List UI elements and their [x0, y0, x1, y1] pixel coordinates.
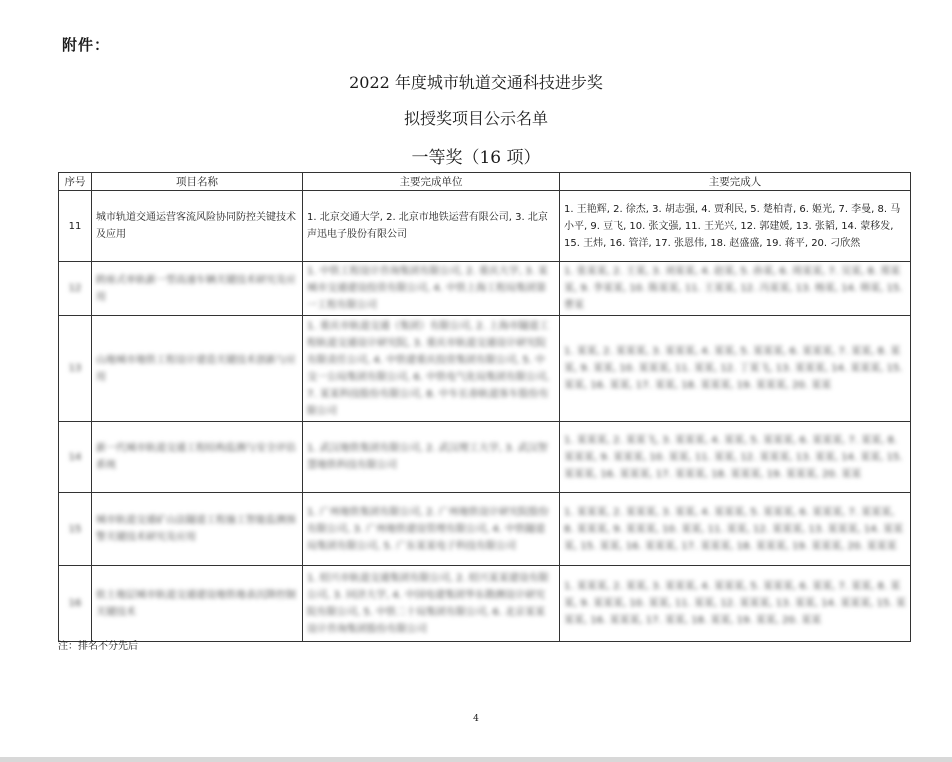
header-index: 序号 [59, 173, 92, 191]
table-row [59, 566, 911, 642]
row-people: 1. 某某, 2. 某某某, 3. 某某某, 4. 某某, 5. 某某某, 6. 某某某, 7. 某某, 8. 某某, 9. 某某, 10. 某某某, 11. 某某, 12. 丁某飞, 13. 某某某, 14. 某某某, 15. 某某, 16. 某某, 17. 某某, 18. 某某某, 19. 某某某, 20. 某某 [560, 316, 911, 422]
page-number: 4 [473, 714, 479, 724]
row-index: 14 [59, 422, 92, 493]
row-people: 1. 王艳辉, 2. 徐杰, 3. 胡志强, 4. 贾利民, 5. 楚柏青, 6. 姬光, 7. 李曼, 8. 马小平, 9. 豆飞, 10. 张文强, 11. 王光兴, 12. 郭建媛, 13. 张韬, 14. 蒙移发, 15. 王炜, 16. 管洋, 17. 张恩伟, 18. 赵盛盛, 19. 蒋平, 20. 刁欣然 [560, 191, 911, 262]
award-list-table [58, 172, 911, 642]
row-project: 山地城市地铁工程设计建造关键技术创新与应用 [92, 316, 303, 422]
table-row [59, 262, 911, 316]
row-units: 1. 北京交通大学, 2. 北京市地铁运营有限公司, 3. 北京声迅电子股份有限公司 [303, 191, 560, 262]
attachment-label: 附件： [62, 36, 111, 54]
ranking-note: 注：排名不分先后 [58, 641, 138, 652]
header-people: 主要完成人 [560, 173, 911, 191]
row-people: 1. 某某某, 2. 某某飞, 3. 某某某, 4. 某某, 5. 某某某, 6. 某某某, 7. 某某, 8. 某某某, 9. 某某某, 10. 某某, 11. 某某, 12. 某某某, 13. 某某, 14. 某某, 15. 某某某, 16. 某某某, 17. 某某某, 18. 某某某, 19. 某某某, 20. 某某 [560, 422, 911, 493]
row-units: 1. 绍兴市轨道交通集团有限公司, 2. 绍兴某某建设有限公司, 3. 同济大学, 4. 中国电建集团华东勘测设计研究院有限公司, 5. 中铁二十局集团有限公司, 6. 北京某某设计咨询集团股份有限公司 [303, 566, 560, 642]
row-project: 城市轨道交通矿山法隧道工程施工智能监测预警关键技术研究及应用 [92, 493, 303, 566]
header-units: 主要完成单位 [303, 173, 560, 191]
row-people: 1. 某某某, 2. 某某某, 3. 某某, 4. 某某某, 5. 某某某, 6. 某某某, 7. 某某某, 8. 某某某, 9. 某某某, 10. 某某, 11. 某某, 12. 某某某, 13. 某某某, 14. 某某某, 15. 某某, 16. 某某某, 17. 某某某, 18. 某某某, 19. 某某某, 20. 某某某 [560, 493, 911, 566]
document-title: 2022 年度城市轨道交通科技进步奖 [349, 73, 603, 92]
row-units: 1. 广州地铁集团有限公司, 2. 广州地铁设计研究院股份有限公司, 3. 广州地铁建设管理有限公司, 4. 中铁隧道局集团有限公司, 5. 广东某某电子科技有限公司 [303, 493, 560, 566]
row-people: 1. 张某某, 2. 王某, 3. 刘某某, 4. 赵某, 5. 孙某, 6. 周某某, 7. 吴某, 8. 郑某某, 9. 李某某, 10. 陈某某, 11. 王某某, 12. 冯某某, 13. 杨某, 14. 韩某, 15. 曹某 [560, 262, 911, 316]
scan-edge-divider [0, 757, 952, 762]
award-grade-heading: 一等奖（16 项） [411, 148, 541, 168]
table-row [59, 191, 911, 262]
row-units: 1. 中铁工程设计咨询集团有限公司, 2. 重庆大学, 3. 某城市交通建设投资有限公司, 4. 中铁上海工程局集团第一工程有限公司 [303, 262, 560, 316]
table-row [59, 493, 911, 566]
header-project: 项目名称 [92, 173, 303, 191]
table-row [59, 422, 911, 493]
row-index: 11 [59, 191, 92, 262]
row-project: 城市轨道交通运营客流风险协同防控关键技术及应用 [92, 191, 303, 262]
row-people: 1. 某某某, 2. 某某, 3. 某某某, 4. 某某某, 5. 某某某, 6. 某某, 7. 某某, 8. 某某, 9. 某某某, 10. 某某, 11. 某某, 12. 某某某, 13. 某某, 14. 某某某, 15. 某某某, 16. 某某某, 17. 某某, 18. 某某, 19. 某某, 20. 某某 [560, 566, 911, 642]
row-index: 16 [59, 566, 92, 642]
row-project: 跨座式单轨新一型高速车辆关键技术研究及应用 [92, 262, 303, 316]
row-units: 1. 重庆市轨道交通（集团）有限公司, 2. 上海市隧道工程轨道交通设计研究院, 3. 重庆市轨道交通设计研究院有限责任公司, 4. 中铁建重庆投资集团有限公司, 5. 中交一公局集团有限公司, 6. 中铁电气化局集团有限公司, 7. 某某科技股份有限公司, 8. 中车长春轨道客车股份有限公司 [303, 316, 560, 422]
row-index: 15 [59, 493, 92, 566]
row-units: 1. 武汉地铁集团有限公司, 2. 武汉理工大学, 3. 武汉智慧地铁科技有限公司 [303, 422, 560, 493]
row-index: 13 [59, 316, 92, 422]
row-project: 新一代城市轨道交通工程结构监测与安全评估系统 [92, 422, 303, 493]
document-subtitle: 拟授奖项目公示名单 [403, 109, 548, 128]
row-project: 软土地层城市轨道交通建设地铁地表沉降控制关键技术 [92, 566, 303, 642]
table-header-row [59, 173, 911, 191]
table-row [59, 316, 911, 422]
row-index: 12 [59, 262, 92, 316]
